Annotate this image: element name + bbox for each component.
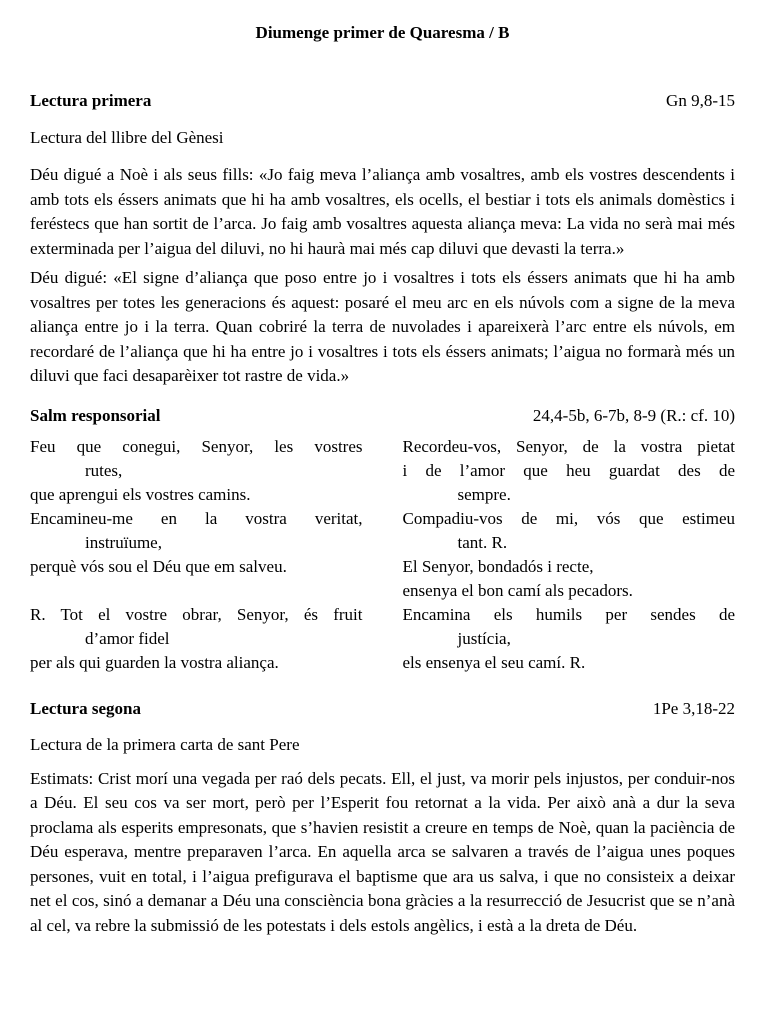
- psalm-line: tant. R.: [457, 532, 508, 552]
- psalm-columns: [30, 435, 735, 675]
- first-reading-source: Lectura del llibre del Gènesi: [30, 128, 224, 147]
- psalm-line: que aprengui els vostres camins.: [30, 484, 251, 504]
- page-title: Diumenge primer de Quaresma / B: [255, 23, 510, 42]
- psalm-line: Encamina els humils per sendes de: [402, 604, 735, 624]
- psalm-line: Feu que conegui, Senyor, les vostres: [30, 436, 363, 456]
- second-reading-reference: 1Pe 3,18-22: [652, 698, 735, 718]
- first-reading-header: [30, 88, 735, 114]
- psalm-line-spacer: [30, 579, 363, 603]
- second-reading-paragraph: Estimats: Crist morí una vegada per raó dels pecats. Ell, el just, va morir pels injustos, per conduir-nos a Déu. El seu cos va ser mort, però per l’Esperit fou retornat a la vida. Per això anà a dur la seva proclama als esperits empresonats, que s’havien resistit a creure en temps de Noè, quan la paciència de Déu esperava, mentre preparaven l’arca. En aquella arca se salvaren a través de l’aigua unes poques persones, vuit en total, i l’aigua prefigurava el baptisme que ara us salva, i que no consisteix a deixar net el cos, sinó a demanar a Déu una consciència bona gràcies a la resurrecció de Jesucrist que se n’anà al cel, va rebre la submissió de les potestats i dels estols angèlics, i està a la dreta de Déu.: [30, 768, 735, 935]
- psalm-line: instruïume,: [85, 532, 162, 552]
- first-reading-heading: Lectura primera: [30, 91, 152, 110]
- second-reading-header: [30, 696, 735, 722]
- psalm-line: sempre.: [457, 484, 511, 504]
- psalm-line: Recordeu-vos, Senyor, de la vostra pietat: [402, 436, 735, 456]
- second-reading-source: Lectura de la primera carta de sant Pere: [30, 734, 300, 754]
- psalm-line: per als qui guarden la vostra aliança.: [30, 652, 279, 672]
- psalm-line: els ensenya el seu camí. R.: [402, 652, 586, 672]
- first-reading-reference: Gn 9,8-15: [666, 91, 735, 110]
- second-reading-heading: Lectura segona: [30, 698, 141, 718]
- psalm-heading: Salm responsorial: [30, 405, 161, 425]
- psalm-header: [30, 403, 735, 429]
- first-reading-paragraph: Déu digué a Noè i als seus fills: «Jo faig meva l’aliança amb vosaltres, amb els vostres descendents i amb tots els éssers animats que hi ha amb vosaltres, els ocells, el bestiar i tots els animals domèstics i feréstecs que han sortit de l’arca. Jo faig amb vosaltres aquesta aliança meva: La vida no serà mai més exterminada per l’aigua del diluvi, no hi haurà mai més cap diluvi que devasti la terra.»: [30, 165, 735, 258]
- psalm-line: El Senyor, bondadós i recte,: [402, 556, 594, 576]
- psalm-line: rutes,: [85, 460, 123, 480]
- psalm-right-column: [403, 435, 736, 675]
- psalm-line: i de l’amor que heu guardat des de: [402, 460, 735, 480]
- psalm-line: Compadiu-vos de mi, vós que estimeu: [402, 508, 735, 528]
- psalm-line: d’amor fidel: [85, 628, 170, 648]
- first-reading-paragraph: Déu digué: «El signe d’aliança que poso entre jo i vosaltres i tots els éssers animats que hi ha amb vosaltres per totes les generacions és aquest: posaré el meu arc en els núvols com a signe de la meva aliança entre jo i la terra. Quan cobriré la terra de nuvolades i apareixerà l’arc entre els núvols, em recordaré de l’aliança que hi ha entre jo i vosaltres i tots els éssers animats; l’aigua no formarà més un diluvi que faci desaparèixer tot rastre de vida.»: [30, 268, 735, 385]
- psalm-line: perquè vós sou el Déu que em salveu.: [30, 556, 287, 576]
- psalm-line: ensenya el bon camí als pecadors.: [402, 580, 633, 600]
- psalm-line: Encamineu-me en la vostra veritat,: [30, 508, 363, 528]
- psalm-left-column: [30, 435, 363, 675]
- psalm-line: R. Tot el vostre obrar, Senyor, és fruit: [30, 604, 363, 624]
- psalm-reference: 24,4-5b, 6-7b, 8-9 (R.: cf. 10): [532, 405, 735, 425]
- psalm-line: justícia,: [457, 628, 511, 648]
